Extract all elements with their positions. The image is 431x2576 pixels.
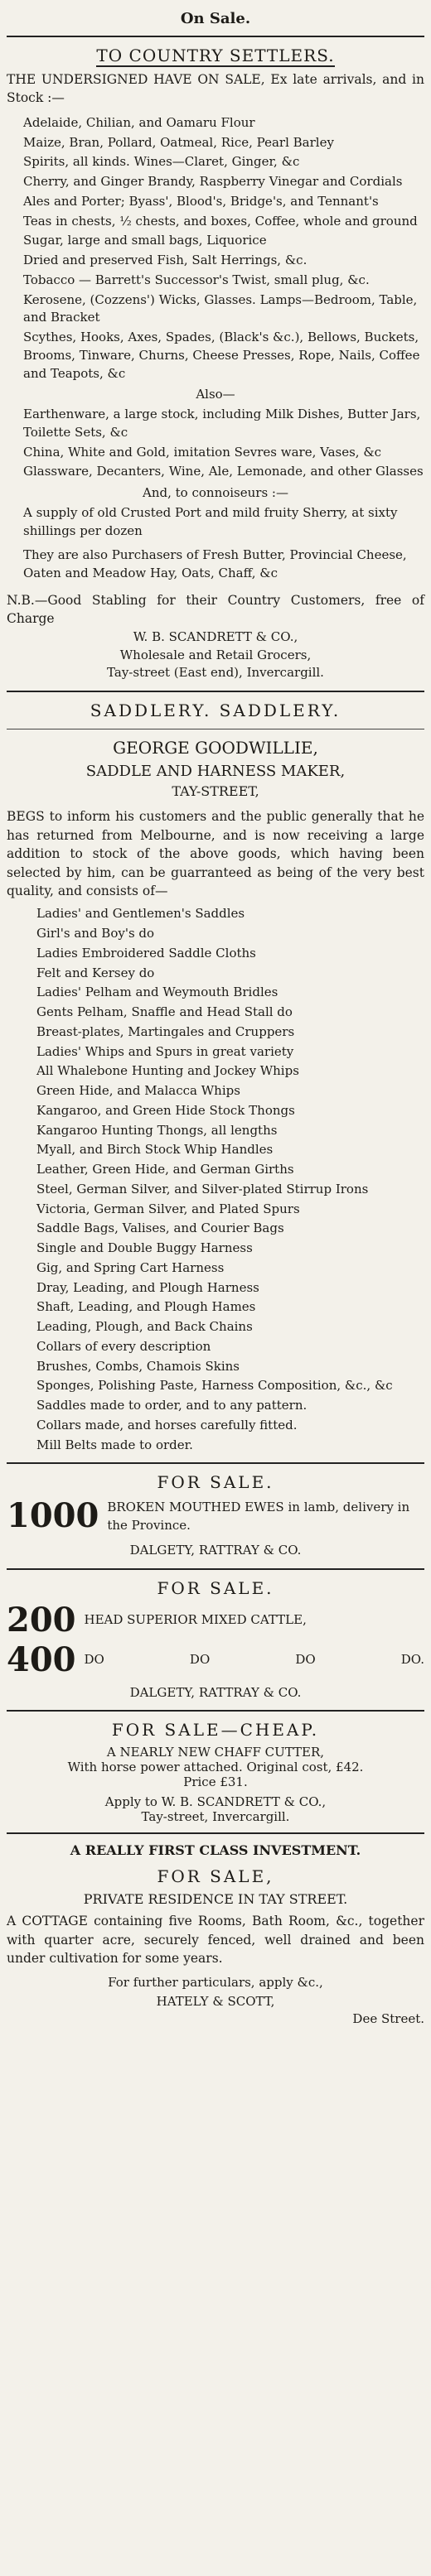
investment-banner: A REALLY FIRST CLASS INVESTMENT. — [70, 1842, 361, 1859]
list-item: Ladies' Pelham and Weymouth Bridles — [36, 985, 278, 1000]
ad-private-residence — [7, 1842, 424, 2025]
ditto-mark: DO — [84, 1651, 104, 1667]
residence-subheading: PRIVATE RESIDENCE IN TAY STREET. — [83, 1891, 348, 1908]
list-item: Leading, Plough, and Back Chains — [36, 1319, 253, 1335]
list-item: Leather, Green Hide, and German Girths — [36, 1162, 294, 1177]
ewes-text: BROKEN MOUTHED EWES in lamb, delivery in the Province. — [107, 1500, 410, 1534]
list-item: Shaft, Leading, and Plough Hames — [36, 1299, 256, 1315]
chaff-line-3: Price £31. — [183, 1774, 248, 1790]
cattle-signature: DALGETY, RATTRAY & CO. — [129, 1684, 302, 1700]
saddlery-heading: SADDLERY. SADDLERY. — [90, 701, 341, 721]
list-item: Collars made, and horses carefully fitted. — [36, 1417, 298, 1432]
ewes-number: 1000 — [7, 1496, 99, 1536]
list-item: Teas in chests, ½ chests, and boxes, Coffee, whole and ground — [23, 213, 418, 229]
section-rule-3 — [7, 1568, 424, 1570]
cattle-text-1: HEAD SUPERIOR MIXED CATTLE, — [84, 1611, 307, 1627]
ad-cattle — [7, 1578, 424, 1702]
newspaper-column — [7, 0, 424, 2026]
list-item: Gents Pelham, Snaffle and Head Stall do — [36, 1004, 293, 1020]
saddlery-intro: BEGS to inform his customers and the public generally that he has returned from Melbourne, and is now receiving a large addition to stock of the above goods, which having been selected by him, can be guarranteed as being of the very best quality, and consists of— — [7, 809, 424, 898]
section-rule-1 — [7, 691, 424, 692]
list-item: Kangaroo Hunting Thongs, all lengths — [36, 1122, 278, 1138]
purchasers-text: They are also Purchasers of Fresh Butter, Provincial Cheese, Oaten and Meadow Hay, Oats, Chaff, &c — [23, 547, 407, 581]
chaff-line-1: A NEARLY NEW CHAFF CUTTER, — [106, 1745, 325, 1760]
list-item: Maize, Bran, Pollard, Oatmeal, Rice, Pearl Barley — [23, 134, 334, 150]
ditto-mark: DO — [189, 1651, 211, 1667]
residence-heading: FOR SALE, — [157, 1866, 274, 1887]
list-item: Steel, German Silver, and Silver-plated Stirrup Irons — [36, 1181, 369, 1197]
chaff-heading: FOR SALE—CHEAP. — [111, 1720, 320, 1741]
chaff-line-2: With horse power attached. Original cost, £42. — [67, 1760, 364, 1775]
cattle-number-2: 400 — [7, 1639, 76, 1679]
list-item: Ales and Porter; Byass', Blood's, Bridge's, and Tennant's — [23, 193, 379, 209]
list-item: Earthenware, a large stock, including Milk Dishes, Butter Jars, Toilette Sets, &c — [23, 407, 421, 440]
signature-line-2: Wholesale and Retail Grocers, — [119, 647, 312, 662]
country-settlers-items — [7, 114, 424, 383]
list-item: Myall, and Birch Stock Whip Handles — [36, 1142, 274, 1158]
list-item: Spirits, all kinds. Wines—Claret, Ginger, &c — [23, 154, 300, 170]
saddlery-title: SADDLE AND HARNESS MAKER, — [85, 763, 346, 781]
saddlery-street: TAY-STREET, — [172, 783, 259, 800]
list-item: Ladies' and Gentlemen's Saddles — [36, 906, 245, 922]
ewes-heading: FOR SALE. — [157, 1472, 274, 1493]
list-item: All Whalebone Hunting and Jockey Whips — [36, 1063, 299, 1079]
country-settlers-heading-text: TO COUNTRY SETTLERS. — [96, 46, 335, 65]
list-item: Kerosene, (Cozzens') Wicks, Glasses. Lamps—Bedroom, Table, and Bracket — [23, 291, 418, 325]
top-rule — [7, 36, 424, 37]
list-item: Mill Belts made to order. — [36, 1437, 193, 1452]
list-item: Ladies' Whips and Spurs in great variety — [36, 1043, 294, 1059]
list-item: Girl's and Boy's do — [36, 926, 155, 941]
list-item: Kangaroo, and Green Hide Stock Thongs — [36, 1102, 295, 1118]
ad-country-settlers — [7, 46, 424, 682]
list-item: Collars of every description — [36, 1338, 211, 1354]
section-rule-4 — [7, 1710, 424, 1712]
country-settlers-items-2 — [7, 406, 424, 481]
list-item: Tobacco — Barrett's Successor's Twist, small plug, &c. — [23, 272, 370, 287]
residence-text: A COTTAGE containing five Rooms, Bath Room, &c., together with quarter acre, securely fenced, well drained and been under cultivation for some years. — [7, 1914, 424, 1967]
connoisseurs-label: And, to connoiseurs :— — [143, 485, 288, 501]
ditto-mark: DO — [295, 1651, 316, 1667]
nb-text: N.B.—Good Stabling for their Country Customers, free of Charge — [7, 592, 424, 627]
list-item: Gig, and Spring Cart Harness — [36, 1259, 225, 1275]
list-item: Brushes, Combs, Chamois Skins — [36, 1358, 240, 1374]
cattle-row-1 — [7, 1600, 424, 1639]
list-item: Cherry, and Ginger Brandy, Raspberry Vinegar and Cordials — [23, 174, 403, 190]
also-label: Also— — [196, 387, 235, 402]
section-rule-5 — [7, 1832, 424, 1834]
list-item: Glassware, Decanters, Wine, Ale, Lemonade, and other Glasses — [23, 464, 424, 479]
list-item: Saddles made to order, and to any pattern. — [36, 1398, 308, 1413]
list-item: Single and Double Buggy Harness — [36, 1240, 253, 1256]
list-item: Dried and preserved Fish, Salt Herrings, &c. — [23, 253, 308, 268]
list-item: Green Hide, and Malacca Whips — [36, 1083, 240, 1099]
ditto-mark: DO. — [400, 1651, 424, 1667]
cattle-row-2 — [7, 1639, 424, 1679]
list-item: Adelaide, Chilian, and Oamaru Flour — [23, 114, 255, 130]
ad-chaff-cutter — [7, 1720, 424, 1824]
list-item: Victoria, German Silver, and Plated Spurs — [36, 1201, 300, 1216]
residence-further: For further particulars, apply &c., — [108, 1974, 323, 1990]
signature-line-3: Tay-street (East end), Invercargill. — [107, 665, 324, 681]
list-item: Sponges, Polishing Paste, Harness Composition, &c., &c — [36, 1378, 393, 1394]
cattle-number-1: 200 — [7, 1600, 76, 1639]
top-heading: On Sale. — [180, 10, 251, 27]
saddlery-name: GEORGE GOODWILLIE, — [113, 738, 318, 758]
residence-signature-2: Dee Street. — [352, 2010, 424, 2026]
ewes-signature: DALGETY, RATTRAY & CO. — [129, 1542, 302, 1558]
list-item: China, White and Gold, imitation Sevres ware, Vases, &c — [23, 444, 382, 460]
list-item: Breast-plates, Martingales and Cruppers — [36, 1023, 295, 1039]
list-item: Ladies Embroidered Saddle Cloths — [36, 945, 256, 961]
country-settlers-heading — [7, 46, 424, 65]
cattle-heading: FOR SALE. — [157, 1577, 274, 1598]
list-item: Saddle Bags, Valises, and Courier Bags — [36, 1221, 284, 1236]
list-item: Sugar, large and small bags, Liquorice — [23, 233, 267, 248]
list-item: Felt and Kersey do — [36, 965, 155, 980]
section-rule-2 — [7, 1462, 424, 1464]
ewes-row — [7, 1496, 424, 1536]
supply-text: A supply of old Crusted Port and mild fruity Sherry, at sixty shillings per dozen — [23, 504, 398, 538]
chaff-line-5: Tay-street, Invercargill. — [141, 1809, 290, 1825]
residence-signature: HATELY & SCOTT, — [156, 1993, 275, 2009]
country-settlers-intro: THE UNDERSIGNED HAVE ON SALE, Ex late arrivals, and in Stock :— — [7, 72, 424, 106]
chaff-line-4: Apply to W. B. SCANDRETT & CO., — [104, 1794, 327, 1810]
list-item: Dray, Leading, and Plough Harness — [36, 1279, 259, 1295]
saddlery-items — [7, 905, 424, 1454]
ad-ewes — [7, 1472, 424, 1559]
cattle-ditto-row — [85, 1651, 425, 1669]
signature-name: W. B. SCANDRETT & CO., — [133, 628, 298, 644]
ad-saddlery — [7, 701, 424, 1454]
list-item: Scythes, Hooks, Axes, Spades, (Black's &c.), Bellows, Buckets, Brooms, Tinware, Churns, Cheese Presses, Rope, Nails, Coffee and Teapots, &c — [23, 330, 420, 381]
